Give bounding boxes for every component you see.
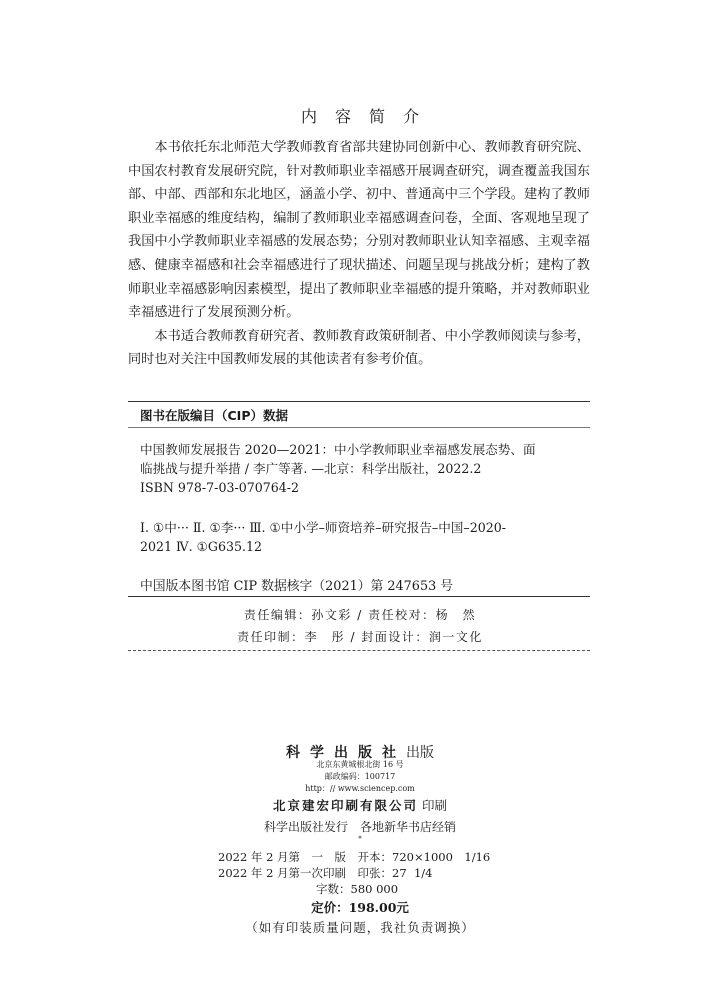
printer-line — [0, 796, 720, 814]
dotted-divider — [128, 650, 590, 651]
cip-class-line: Ⅰ. ①中··· Ⅱ. ①李··· Ⅲ. ①中小学–师资培养–研究报告–中国–2020- — [140, 520, 506, 535]
intro-paragraph: 本书适合教师教育研究者、教师教育政策研制者、中小学教师阅读与参考，同时也对关注中国教师发展的其他读者有参考价值。 — [128, 328, 590, 368]
quality-note: （如有印装质量问题，我社负责调换） — [245, 920, 475, 935]
cip-line: 中国教师发展报告 2020—2021：中小学教师职业幸福感发展态势、面 — [140, 442, 536, 457]
publisher-name: 科学出版社 — [286, 745, 406, 761]
cip-record — [140, 440, 585, 497]
cip-heading: 图书在版编目（CIP）数据 — [140, 408, 288, 423]
printer-suffix: 印刷 — [421, 798, 447, 813]
edition-line: 2022 年 2 月第 一 版 开本：720×1000 1/16 — [218, 850, 491, 864]
cip-classification — [140, 518, 585, 556]
intro-title: 内容简介 — [300, 107, 437, 126]
divider — [128, 401, 590, 402]
cip-isbn: ISBN 978-7-03-070764-2 — [140, 480, 300, 495]
word-count: 字数：580 000 — [316, 882, 399, 896]
publisher-postcode: 邮政编码：100717 — [324, 772, 396, 781]
intro-paragraph: 本书依托东北师范大学教师教育省部共建协同创新中心、教师教育研究院、中国农村教育发展研究院，针对教师职业幸福感开展调查研究，调查覆盖我国东部、中部、西部和东北地区，涵盖小学、初中、普通高中三个学段。建构了教师职业幸福感的维度结构，编制了教师职业幸福感调查问卷，全面、客观地呈现了我国中小学教师职业幸福感的发展态势；分别对教师职业认知幸福感、主观幸福感、健康幸福感和社会幸福感进行了现状描述、问题呈现与挑战分析；建构了教师职业幸福感影响因素模型，提出了教师职业幸福感的提升策略，并对教师职业幸福感进行了发展预测分析。 — [128, 140, 590, 321]
printing-line: 2022 年 2 月第一次印刷 印张：27 1/4 — [218, 866, 433, 880]
cip-line: 临挑战与提升举措 / 李广等著. —北京：科学出版社，2022.2 — [140, 461, 482, 476]
price: 定价：198.00元 — [311, 900, 409, 915]
divider — [128, 596, 590, 597]
cip-check-number: 中国版本图书馆 CIP 数据核字（2021）第 247653 号 — [140, 579, 454, 594]
distribution-line: 科学出版社发行 各地新华书店经销 — [263, 820, 456, 834]
separator-star: * — [358, 835, 362, 843]
publisher-address: 北京东黄城根北街 16 号 — [316, 760, 404, 769]
publisher-url: http：// www.sciencep.com — [305, 784, 415, 793]
divider — [128, 427, 590, 428]
printer-name: 北京建宏印刷有限公司 — [272, 798, 418, 813]
credits-editor: 责任编辑：孙文彩 / 责任校对：杨 然 — [243, 608, 477, 622]
publisher-suffix: 出版 — [406, 745, 434, 761]
intro-text — [128, 136, 590, 372]
credits-print: 责任印制：李 彤 / 封面设计：润一文化 — [237, 630, 483, 644]
cip-class-line: 2021 Ⅳ. ①G635.12 — [140, 539, 263, 554]
